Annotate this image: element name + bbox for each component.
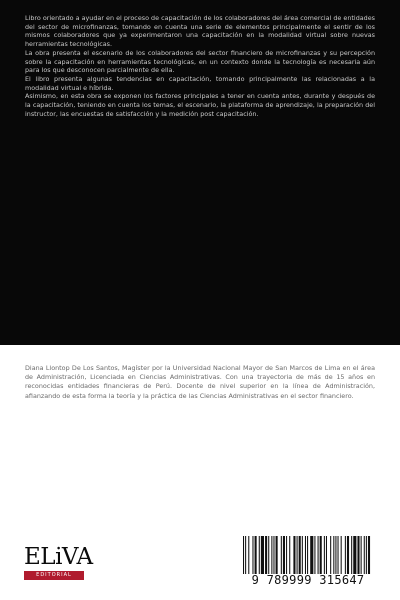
publisher-logo-text: ELiVA <box>24 544 93 570</box>
barcode-bar <box>330 536 331 574</box>
barcode-bar <box>341 536 342 574</box>
book-description <box>25 14 375 118</box>
barcode-bar <box>248 536 249 574</box>
barcode-bar <box>357 536 359 574</box>
barcode-bar <box>333 536 334 574</box>
barcode-bar <box>318 536 319 574</box>
barcode-bar <box>320 536 322 574</box>
barcode-bar <box>361 536 362 574</box>
barcode-bar <box>368 536 370 574</box>
barcode-bar <box>259 536 260 574</box>
publisher-logo-bar <box>24 571 84 580</box>
barcode-bar <box>324 536 325 574</box>
barcode-bar <box>305 536 306 574</box>
barcode-bar <box>283 536 285 574</box>
barcode-bar <box>326 536 327 574</box>
barcode-bar <box>307 536 308 574</box>
publisher-tagline: EDITORIAL <box>36 572 72 578</box>
barcode-bar <box>261 536 264 574</box>
barcode-bar <box>314 536 315 574</box>
barcode-bar <box>252 536 253 574</box>
barcode-bar <box>243 536 244 574</box>
blurb-paragraph-4: Asimismo, en esta obra se exponen los factores principales a tener en cuenta antes, durante y después de la capacitación, teniendo en cuenta los temas, el escenario, la plataforma de aprendizaje, la preparación del instructor, las encuestas de satisfacción y la medición post capacitación. <box>25 92 375 118</box>
isbn-barcode <box>237 533 379 589</box>
barcode-bar <box>281 536 282 574</box>
barcode-bar <box>293 536 295 574</box>
barcode-bar <box>268 536 269 574</box>
barcode-bar <box>353 536 356 574</box>
barcode-bars <box>243 536 373 574</box>
barcode-bar <box>297 536 298 574</box>
barcode-bar <box>289 536 290 574</box>
blurb-paragraph-1: Libro orientado a ayudar en el proceso de capacitación de los colaboradores del área comercial de entidades del sector de microfinanzas, tomando en cuenta una serie de elementos principalmente el sentir de los mismos colaboradores que ya experimentaron una capacitación en la modalidad virtual sobre nuevas herramientas tecnológicas. <box>25 14 375 49</box>
publisher-logo <box>24 544 93 581</box>
author-bio: Diana Llontop De Los Santos, Magíster por la Universidad Nacional Mayor de San Marcos de Lima en el área de Administración, Licenciada en Ciencias Administrativas. Con una trayectoria de más de 15 años en reconocidas entidades financieras de Perú. Docente de nivel superior en la línea de Administración, afianzando de esta forma la teoría y la práctica de las Ciencias Administrativas en el sector financiero. <box>25 364 375 400</box>
barcode-bar <box>286 536 287 574</box>
barcode-bar <box>255 536 257 574</box>
barcode-bar <box>271 536 272 574</box>
barcode-bar <box>347 536 349 574</box>
barcode-bar <box>310 536 313 574</box>
blurb-paragraph-3: El libro presenta algunas tendencias en capacitación, tomando principalmente las relacionadas a la modalidad virtual e híbrida. <box>25 74 375 92</box>
barcode-bar <box>335 536 336 574</box>
barcode-bar <box>299 536 301 574</box>
isbn-number: 9 789999 315647 <box>251 573 365 587</box>
barcode-bar <box>338 536 339 574</box>
barcode-bar <box>364 536 365 574</box>
blurb-paragraph-2: La obra presenta el escenario de los colaboradores del sector financiero de microfinanzas y su percepción sobre la capacitación en herramientas tecnológicas, en un contexto donde la tecnología es necesaria aún para los que desconocen parcialmente de ella. <box>25 48 375 75</box>
barcode-bar <box>366 536 367 574</box>
barcode-bar <box>345 536 346 574</box>
barcode-bar <box>276 536 278 574</box>
barcode-bar <box>302 536 303 574</box>
barcode-bar <box>351 536 352 574</box>
barcode-bar <box>273 536 274 574</box>
barcode-bar <box>245 536 246 574</box>
barcode-bar <box>265 536 267 574</box>
